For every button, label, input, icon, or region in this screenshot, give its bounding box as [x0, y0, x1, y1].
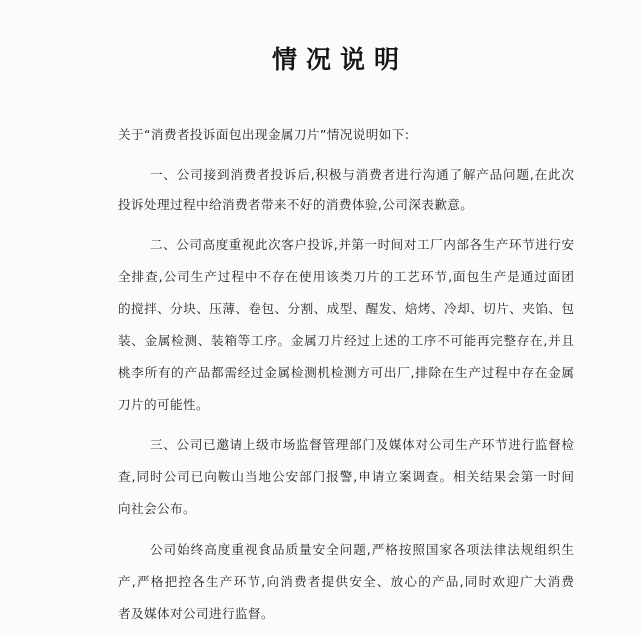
text-line: 投诉处理过程中给消费者带来不好的消费体验,公司深表歉意。 — [118, 197, 474, 212]
text-line: 全排查,公司生产过程中不存在使用该类刀片的工艺环节,面包生产是通过面团 — [118, 269, 574, 284]
paragraph-4 — [118, 534, 574, 630]
text-line: 二、公司高度重视此次客户投诉,并第一时间对工厂内部各生产环节进行安 — [150, 237, 574, 252]
document-title: 情况说明 — [272, 45, 409, 74]
text-line: 装、金属检测、装箱等工序。金属刀片经过上述的工序不可能再完整存在,并且 — [118, 333, 574, 348]
text-line: 三、公司已邀请上级市场监督管理部门及媒体对公司生产环节进行监督检 — [150, 437, 574, 452]
text-line: 桃李所有的产品都需经过金属检测机检测方可出厂,排除在生产过程中存在金属 — [118, 365, 574, 380]
text-line: 刀片的可能性。 — [118, 397, 209, 412]
paragraph-1 — [118, 159, 574, 220]
text-line: 的搅拌、分块、压薄、卷包、分割、成型、醒发、焙烤、冷却、切片、夹馅、包 — [118, 301, 574, 316]
text-line: 一、公司接到消费者投诉后,积极与消费者进行沟通了解产品问题,在此次 — [150, 167, 574, 182]
paragraph-2 — [118, 229, 574, 421]
text-line: 公司始终高度重视食品质量安全问题,严格按照国家各项法律法规组织生 — [150, 542, 574, 557]
paragraph-3 — [118, 429, 574, 525]
text-line: 者及媒体对公司进行监督。 — [118, 606, 274, 621]
text-line: 查,同时公司已向鞍山当地公安部门报警,申请立案调查。相关结果会第一时间 — [118, 469, 574, 484]
text-line: 向社会公布。 — [118, 501, 196, 516]
text-line: 产,严格把控各生产环节,向消费者提供安全、放心的产品,同时欢迎广大消费 — [118, 574, 574, 589]
intro-line: 关于“消费者投诉面包出现金属刀片”情况说明如下: — [118, 127, 410, 142]
